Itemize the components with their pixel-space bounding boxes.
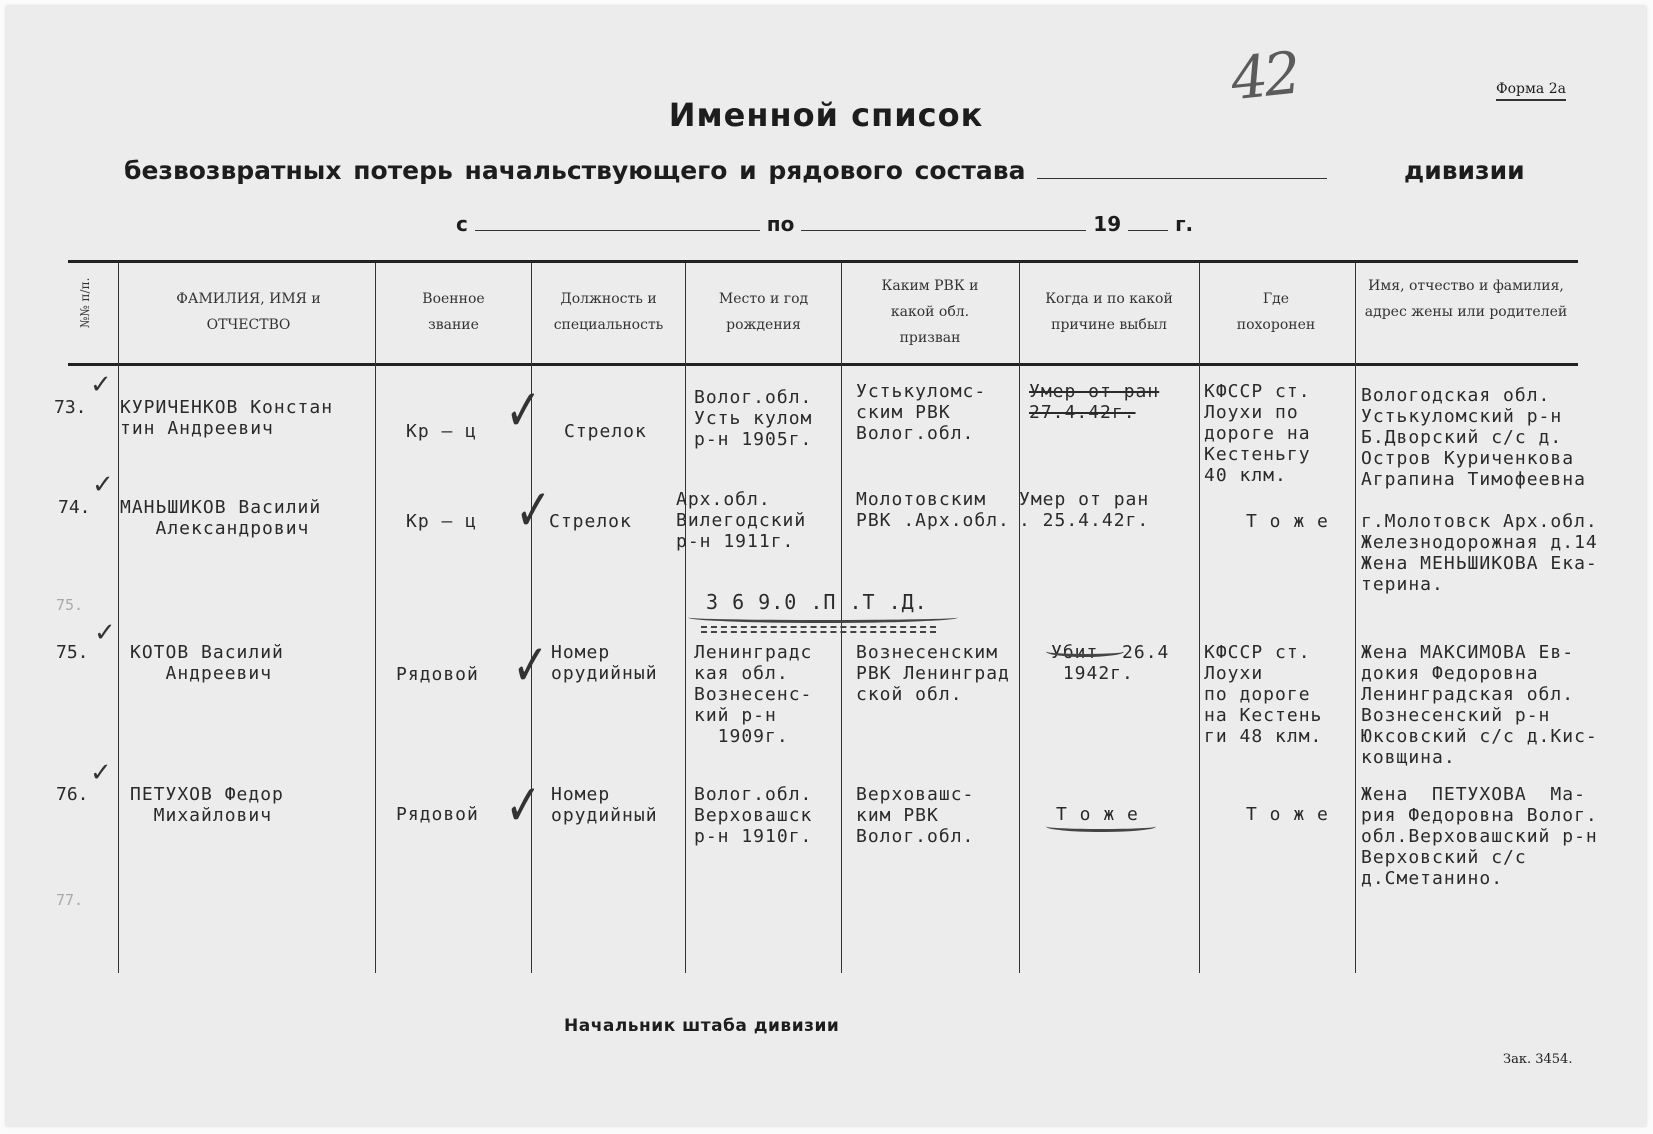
when-underline [1046,821,1156,832]
row-rvk: Вознесенским РВК Ленинград ской обл. [856,642,1010,705]
row-rank: Кр – ц [406,421,478,442]
check-mark-icon: ✓ [512,631,549,699]
row-relatives: г.Молотовск Арх.обл. Железнодорожная д.14 Жена МЕНЬШИКОВА Ека- терина. [1361,511,1598,595]
column-divider [685,263,686,973]
date-range [456,208,1193,236]
table-top-border [68,260,1578,263]
year-suffix: г. [1175,212,1194,236]
row-relatives: Жена ПЕТУХОВА Ма- рия Федоровна Волог. обл.Верховашский р-н Верховский с/с д.Сметанино. [1361,784,1598,889]
signature-label: Начальник штаба дивизии [564,1016,840,1036]
row-number: 73. [54,397,87,418]
document-title: Именной список [668,96,984,134]
row-position: Стрелок [564,421,647,442]
row-birth: Арх.обл. Вилегодский р-н 1911г. [676,489,807,552]
next-row-number: 77. [56,891,84,909]
row-position: Стрелок [549,511,632,532]
subtitle-text: безвозвратных потерь начальствующего и рядового состава [124,156,1026,185]
row-name: КОТОВ Василий Андреевич [130,642,284,684]
check-mark-icon: ✓ [92,470,114,500]
column-header-num [68,266,118,356]
check-mark-icon: ✓ [505,771,542,839]
struck-note-underline [688,612,958,623]
column-header-rank: Военное звание [422,291,485,333]
date-from-blank [475,208,760,231]
row-position: Номер орудийный [551,642,658,684]
year-prefix: 19 [1093,212,1122,236]
row-when: Т о ж е [1056,804,1139,825]
row-birth: Ленинградс кая обл. Вознесенс- кий р-н 1909г. [694,642,813,747]
row-number: 76. [56,784,89,805]
row-buried: Т о ж е [1246,804,1329,825]
struck-note-double-underline [701,626,936,633]
row-birth: Волог.обл. Усть кулом р-н 1905г. [694,387,813,450]
row-buried: КФССР ст. Лоухи по дороге на Кестень ги 48 клм. [1204,642,1323,747]
column-divider [1355,263,1356,973]
order-number: Зак. 3454. [1503,1052,1573,1067]
row-rank: Кр – ц [406,511,478,532]
struck-row-number: 75. [56,596,84,614]
column-header-buried: Где похоронен [1236,291,1316,333]
column-header-position: Должность и специальность [553,291,664,333]
column-header-birth: Место и год рождения [718,291,809,333]
struck-note: 3 6 9.0 .П .Т .Д. [706,590,928,614]
division-blank [1037,156,1327,179]
table-header-border [68,363,1578,366]
check-mark-icon: ✓ [515,476,552,544]
sheet-number: 42 [1227,38,1301,114]
row-when: Умер от ран . 25.4.42г. [1019,489,1150,531]
document-sheet [6,6,1646,1126]
row-relatives: Жена МАКСИМОВА Ев- докия Федоровна Ленинградская обл. Вознесенский р-н Юксовский с/с д.Кис- ковщина. [1361,642,1598,768]
column-header-when: Когда и по какой причине выбыл [1045,291,1173,333]
row-number: 75. [56,642,89,663]
check-mark-icon: ✓ [90,758,112,788]
row-rvk: Устькуломс- ским РВК Волог.обл. [856,381,987,444]
row-buried: КФССР ст. Лоухи по дороге на Кестеньгу 40 клм. [1204,381,1311,486]
row-buried: Т о ж е [1246,511,1329,532]
row-relatives: Вологодская обл. Устькуломский р-н Б.Дворский с/с д. Остров Куриченкова Аграпина Тимофеевна [1361,385,1586,490]
column-divider [1199,263,1200,973]
row-number: 74. [58,497,91,518]
document-subtitle [124,156,1327,185]
check-mark-icon: ✓ [90,370,112,400]
row-birth: Волог.обл. Верховашск р-н 1910г. [694,784,813,847]
column-header-num-label: №№ п/п. [78,277,92,328]
check-mark-icon: ✓ [94,618,116,648]
date-to-blank [801,208,1086,231]
column-header-name: ФАМИЛИЯ, ИМЯ и ОТЧЕСТВО [176,291,321,333]
check-mark-icon: ✓ [505,376,542,444]
date-to-label: по [766,212,795,236]
row-rank: Рядовой [396,664,479,685]
year-blank [1128,208,1168,231]
column-divider [1019,263,1020,973]
row-rvk: Верховашс- ким РВК Волог.обл. [856,784,975,847]
row-when: Убит 26.4 1942г. [1051,642,1170,684]
column-header-rvk: Каким РВК и какой обл. призван [881,278,979,346]
date-from-label: с [456,212,468,236]
row-name: ПЕТУХОВ Федор Михайлович [130,784,284,826]
when-underline [1046,646,1124,657]
column-divider [531,263,532,973]
row-when: Умер от ран 27.4.42г. [1029,381,1160,423]
row-name: КУРИЧЕНКОВ Констан тин Андреевич [120,397,334,439]
row-name: МАНЬШИКОВ Василий Александрович [120,497,322,539]
row-rvk: Молотовским РВК .Арх.обл. [856,489,1010,531]
row-position: Номер орудийный [551,784,658,826]
column-header-relatives: Имя, отчество и фамилия, адрес жены или родителей [1364,278,1568,320]
form-label: Форма 2а [1496,81,1566,101]
row-rank: Рядовой [396,804,479,825]
column-divider [118,263,119,973]
column-divider [375,263,376,973]
subtitle-division: дивизии [1404,156,1525,185]
